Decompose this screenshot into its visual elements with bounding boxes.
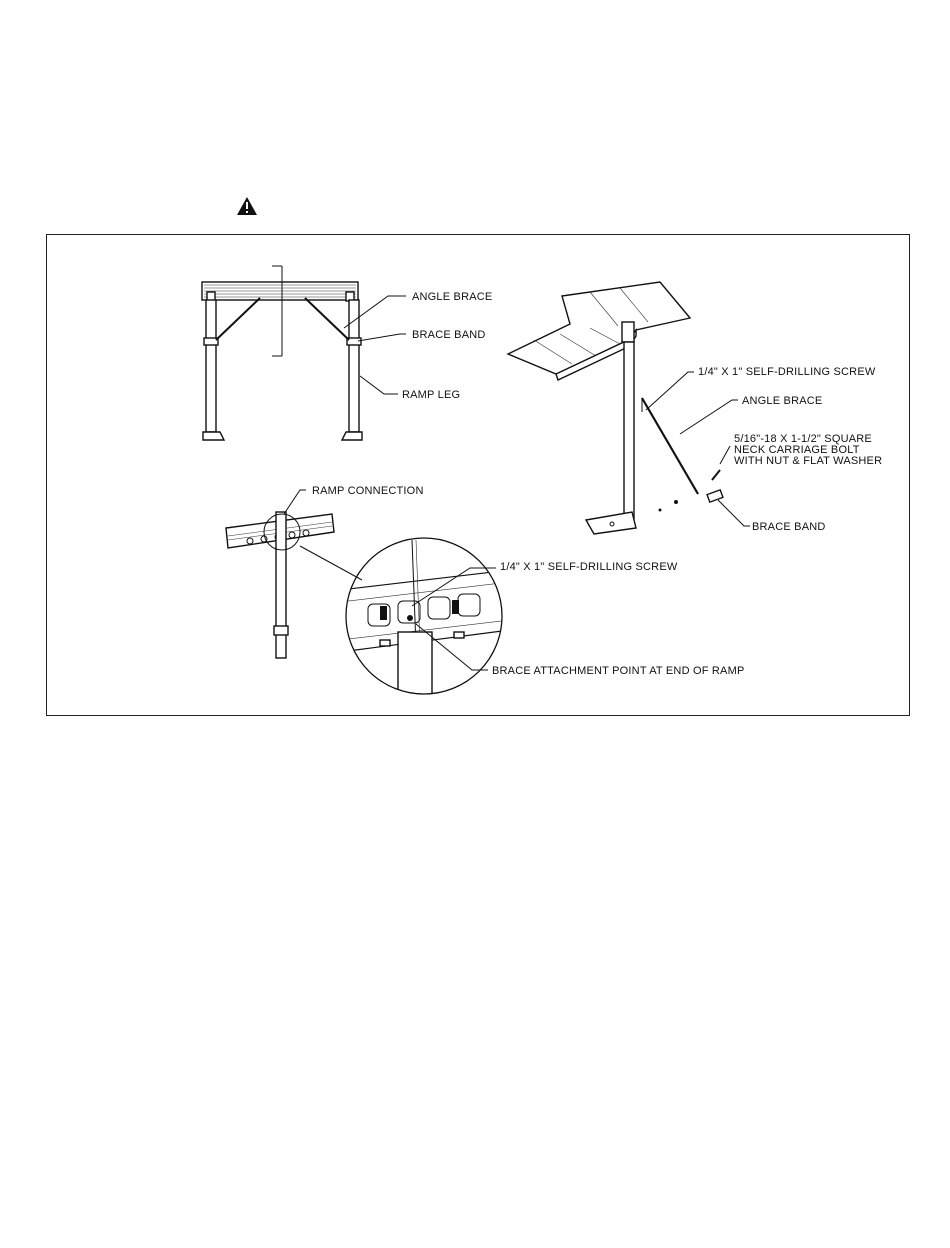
angle-brace-label: ANGLE BRACE	[412, 291, 493, 303]
bolt-label-line1: 5/16"-18 X 1-1/2" SQUARE	[734, 433, 872, 445]
side-view	[226, 512, 334, 658]
bolt-label-line3: WITH NUT & FLAT WASHER	[734, 455, 883, 467]
screw-label-2: 1/4" X 1" SELF-DRILLING SCREW	[500, 561, 678, 573]
ramp-connection-label: RAMP CONNECTION	[312, 485, 424, 497]
bolt-label-line2: NECK CARRIAGE BOLT	[734, 444, 860, 456]
isometric-view	[508, 282, 723, 534]
brace-band-label: BRACE BAND	[412, 329, 486, 341]
attachment-point-label: BRACE ATTACHMENT POINT AT END OF RAMP	[492, 665, 745, 677]
brace-band-label-2: BRACE BAND	[752, 521, 826, 533]
angle-brace-label-2: ANGLE BRACE	[742, 395, 823, 407]
screw-label: 1/4" X 1" SELF-DRILLING SCREW	[698, 366, 876, 378]
front-view	[202, 266, 362, 440]
ramp-leg-label: RAMP LEG	[402, 389, 461, 401]
